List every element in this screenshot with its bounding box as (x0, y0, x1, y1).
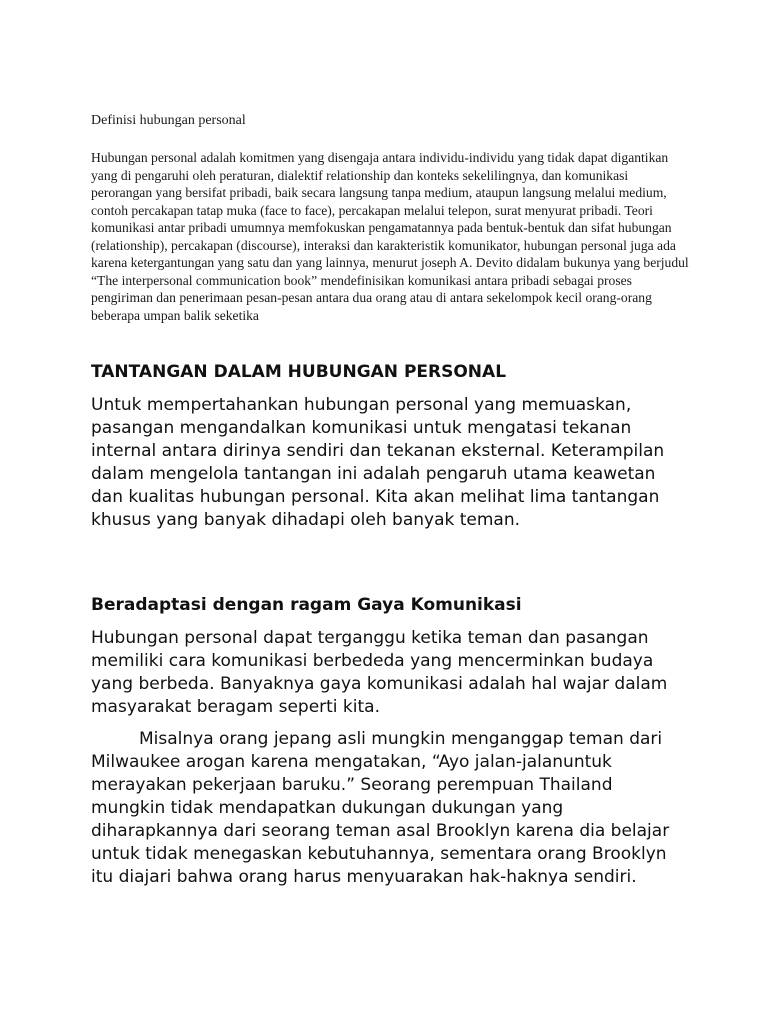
definition-paragraph: Hubungan personal adalah komitmen yang disengaja antara individu-individu yang tidak dapat digantikan yang di pengaruhi oleh peraturan, dialektif relationship dan konteks sekelilingnya, dan komunikasi perorangan yang bersifat pribadi, baik secara langsung tanpa medium, ataupun langsung melalui medium, contoh percakapan tatap muka (face to face), percakapan melalui telepon, surat menyurat pribadi. Teori komunikasi antar pribadi umumnya memfokuskan pengamatannya pada bentuk-bentuk dan sifat hubungan (relationship), percakapan (discourse), interaksi dan karakteristik komunikator, hubungan personal juga ada karena ketergantungan yang satu dan yang lainnya, menurut joseph A. Devito didalam bukunya yang berjudul “The interpersonal communication book” mendefinisikan komunikasi antara pribadi sebagai proses pengiriman dan penerimaan pesan-pesan antara dua orang atau di antara sekelompok kecil orang-orang beberapa umpan balik seketika (91, 150, 689, 323)
example-paragraph: Misalnya orang jepang asli mungkin menganggap teman dari Milwaukee arogan karena mengatakan, “Ayo jalan-jalanuntuk merayakan pekerjaan baruku.” Seorang perempuan Thailand mungkin tidak mendapatkan dukungan dukungan yang diharapkannya dari seorang teman asal Brooklyn karena dia belajar untuk tidak menegaskan kebutuhannya, sementara orang Brooklyn itu diajari bahwa orang harus menyuarakan hak-haknya sendiri. (91, 729, 670, 887)
definition-title: Definisi hubungan personal (91, 113, 246, 128)
challenges-heading: TANTANGAN DALAM HUBUNGAN PERSONAL (91, 362, 507, 382)
adapting-heading: Beradaptasi dengan ragam Gaya Komunikasi (91, 595, 522, 615)
challenges-paragraph: Untuk mempertahankan hubungan personal yang memuaskan, pasangan mengandalkan komunikasi untuk mengatasi tekanan internal antara dirinya sendiri dan tekanan eksternal. Keterampilan dalam mengelola tantangan ini adalah pengaruh utama keawetan dan kualitas hubungan personal. Kita akan melihat lima tantangan khusus yang banyak dihadapi oleh banyak teman. (91, 395, 665, 530)
adapting-paragraph: Hubungan personal dapat terganggu ketika teman dan pasangan memiliki cara komunikasi berbededa yang mencerminkan budaya yang berbeda. Banyaknya gaya komunikasi adalah hal wajar dalam masyarakat beragam seperti kita. (91, 628, 668, 717)
